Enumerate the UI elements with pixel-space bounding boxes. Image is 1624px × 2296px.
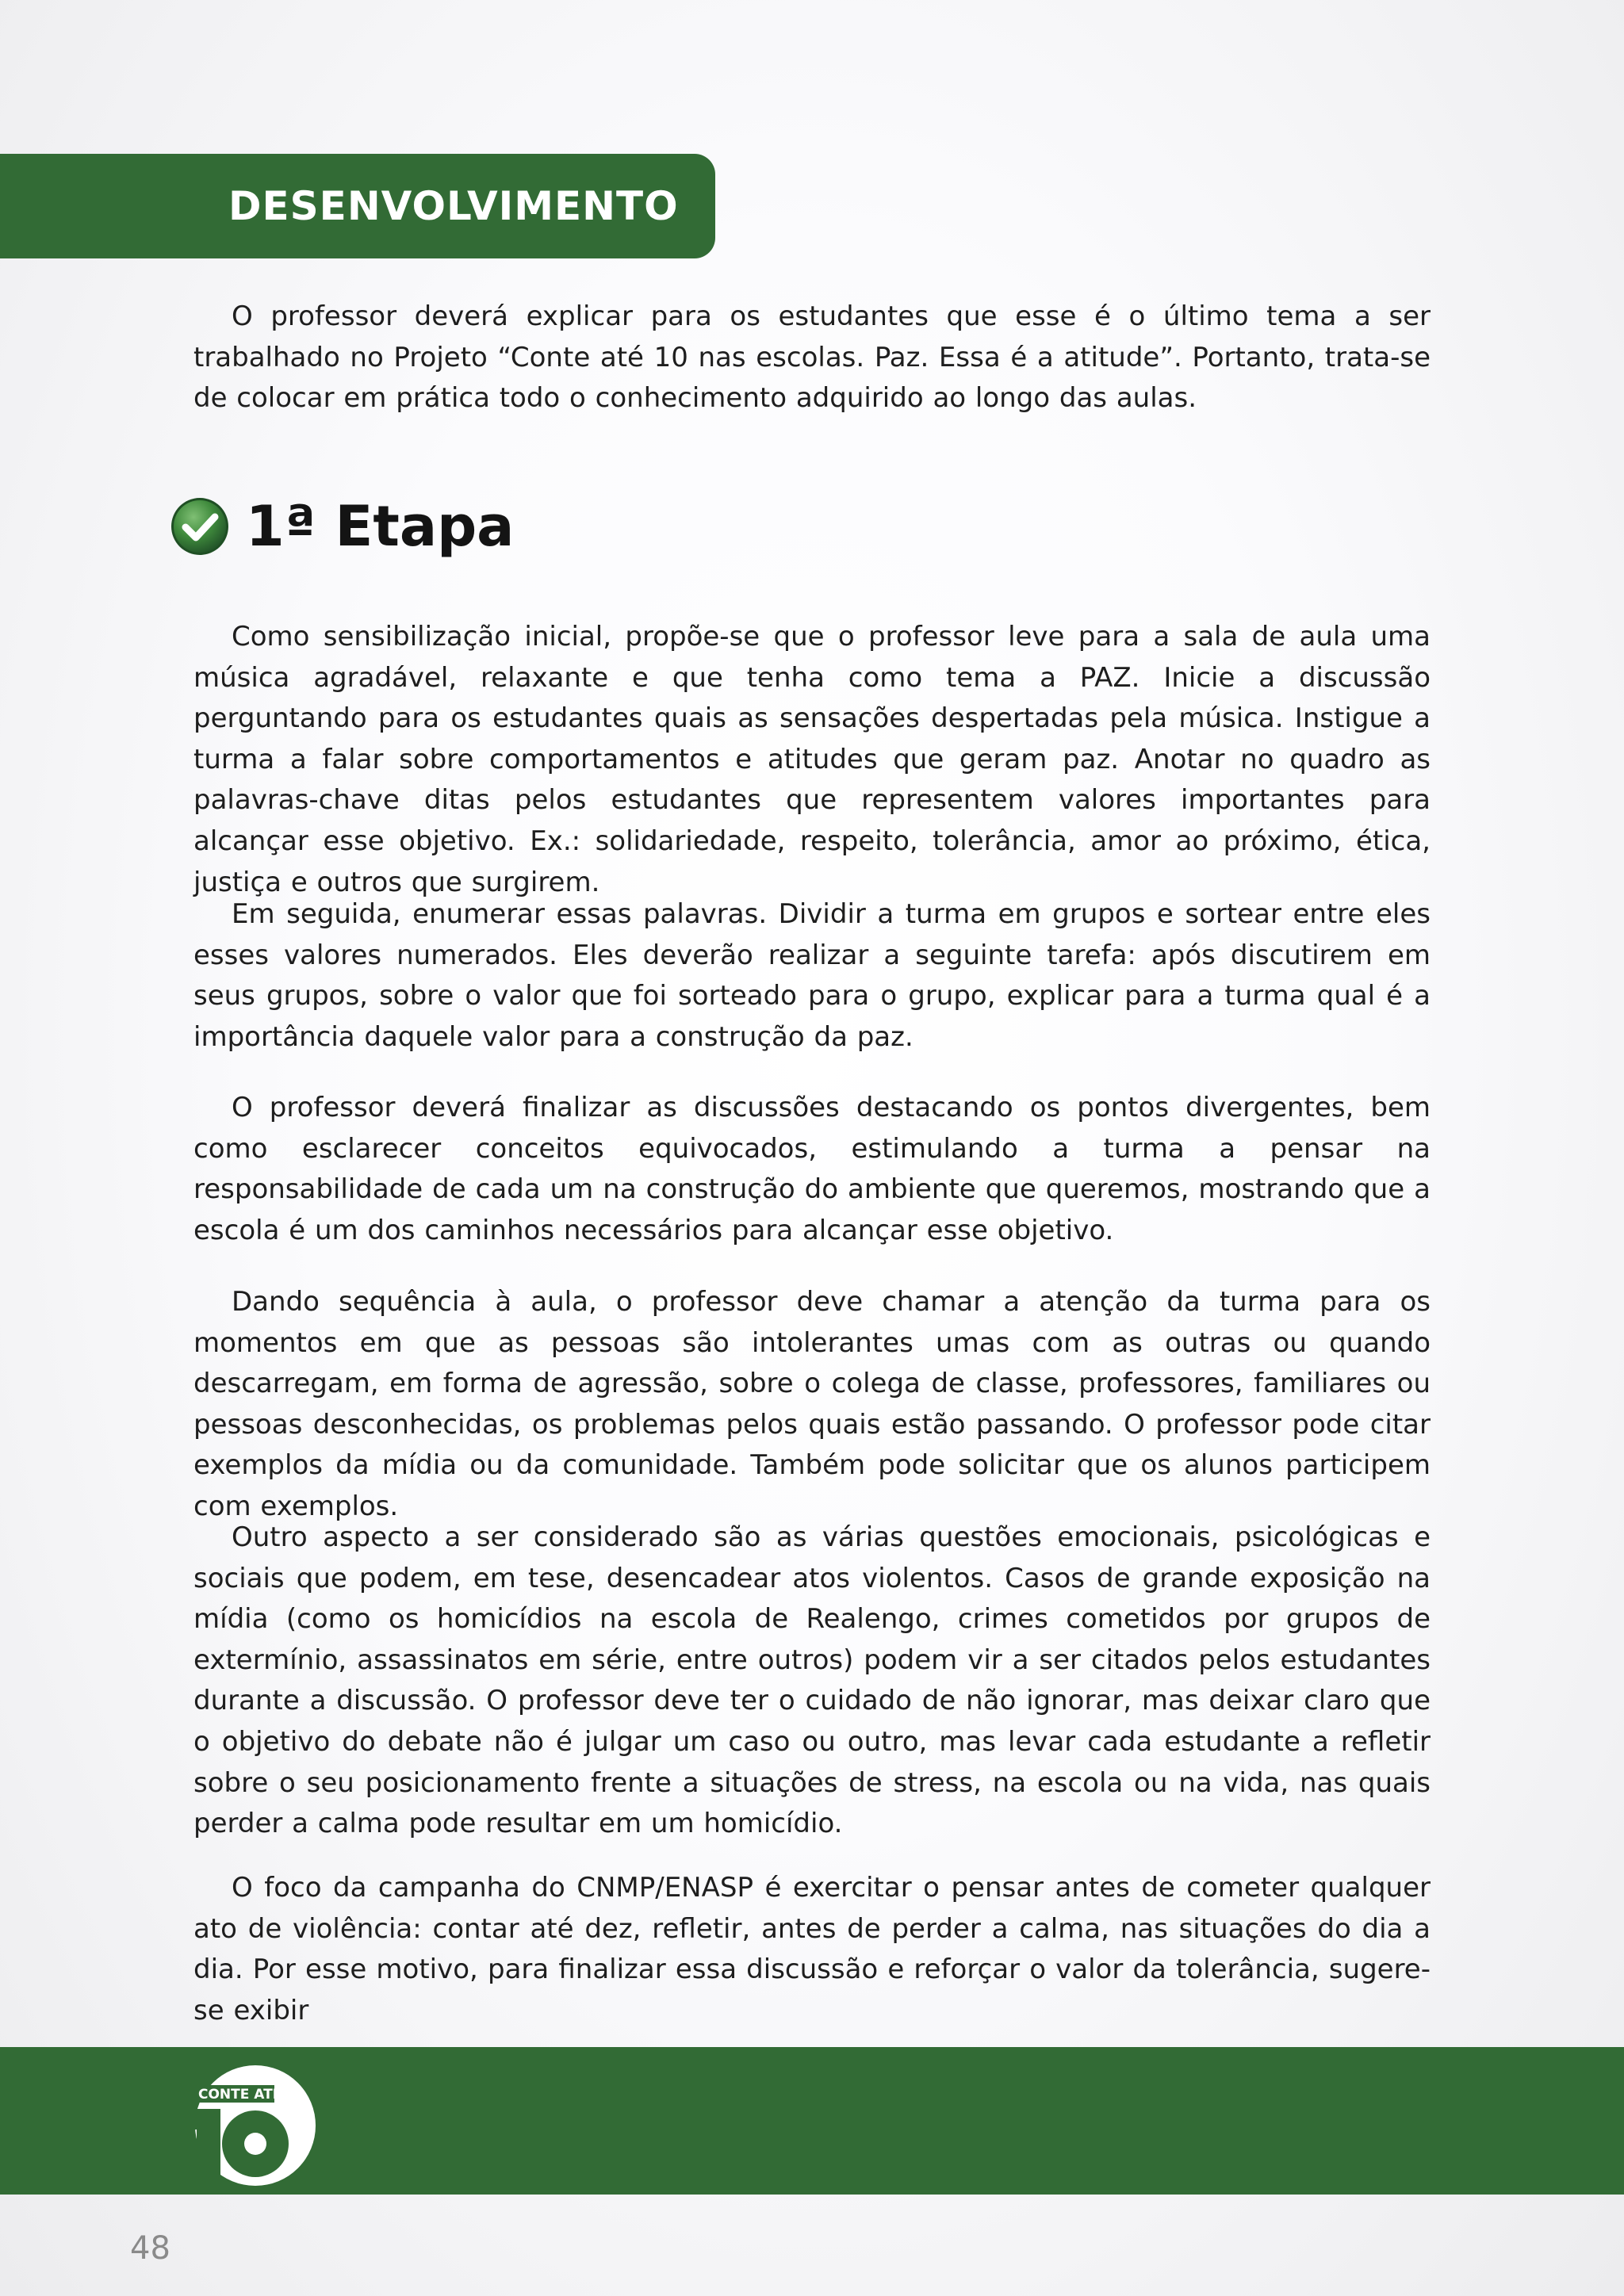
page-number: 48 bbox=[130, 2230, 170, 2267]
check-circle-icon bbox=[170, 496, 230, 557]
paragraph-1: Como sensibilização inicial, propõe-se que o professor leve para a sala de aula uma música agradável, relaxante e que tenha como tema a PAZ. Inicie a discussão perguntando para os estudantes quais as sensações despertadas pela música. Instigue a turma a falar sobre comportamentos e atitudes que geram paz. Anotar no quadro as palavras-chave ditas pelos estudantes que representem valores importantes para alcançar esse objetivo. Ex.: solidariedade, respeito, tolerância, amor ao próximo, ética, justiça e outros que surgirem. bbox=[193, 621, 1431, 898]
conte-ate-10-logo bbox=[192, 2064, 319, 2187]
paragraph-2: Em seguida, enumerar essas palavras. Dividir a turma em grupos e sortear entre eles esses valores numerados. Eles deverão realizar a seguinte tarefa: após discutirem em seus grupos, sobre o valor que foi sorteado para o grupo, explicar para a turma qual é a importância daquele valor para a construção da paz. bbox=[193, 898, 1431, 1053]
paragraph-4: Dando sequência à aula, o professor deve chamar a atenção da turma para os momentos em que as pessoas são intolerantes umas com as outras ou quando descarregam, em forma de agressão, sobre o colega de classe, professores, familiares ou pessoas desconhecidas, os problemas pelos quais estão passando. O professor pode citar exemplos da mídia ou da comunidade. Também pode solicitar que os alunos participem com exemplos. bbox=[193, 1286, 1431, 1522]
intro-paragraph: O professor deverá explicar para os estudantes que esse é o último tema a ser trabalhado no Projeto “Conte até 10 nas escolas. Paz. Essa é a atitude”. Portanto, trata-se de colocar em prática todo o conhecimento adquirido ao longo das aulas. bbox=[193, 300, 1431, 415]
paragraph-5: Outro aspecto a ser considerado são as várias questões emocionais, psicológicas e sociais que podem, em tese, desencadear atos violentos. Casos de grande exposição na mídia (como os homicídios na escola de Realengo, crimes cometidos por grupos de extermínio, assassinatos em série, entre outros) podem vir a ser citados pelos estudantes durante a discussão. O professor deve ter o cuidado de não ignorar, mas deixar claro que o objetivo do debate não é julgar um caso ou outro, mas levar cada estudante a refletir sobre o seu posicionamento frente a situações de stress, na escola ou na vida, nas quais perder a calma pode resultar em um homicídio. bbox=[193, 1521, 1431, 1840]
logo-text-top: CONTE ATÉ bbox=[198, 2087, 282, 2103]
section-title: DESENVOLVIMENTO bbox=[228, 183, 679, 229]
stage-heading bbox=[170, 487, 514, 566]
paragraph-6: O foco da campanha do CNMP/ENASP é exercitar o pensar antes de cometer qualquer ato de violência: contar até dez, refletir, antes de perder a calma, nas situações do dia a dia. Por esse motivo, para finalizar essa discussão e reforçar o valor da tolerância, sugere-se exibir bbox=[193, 1872, 1431, 2026]
stage-title: 1ª Etapa bbox=[246, 494, 515, 559]
paragraph-3: O professor deverá finalizar as discussões destacando os pontos divergentes, bem como esclarecer conceitos equivocados, estimulando a turma a pensar na responsabilidade de cada um na construção do ambiente que queremos, mostrando que a escola é um dos caminhos necessários para alcançar esse objetivo. bbox=[193, 1092, 1431, 1246]
section-header-tab bbox=[0, 154, 715, 258]
